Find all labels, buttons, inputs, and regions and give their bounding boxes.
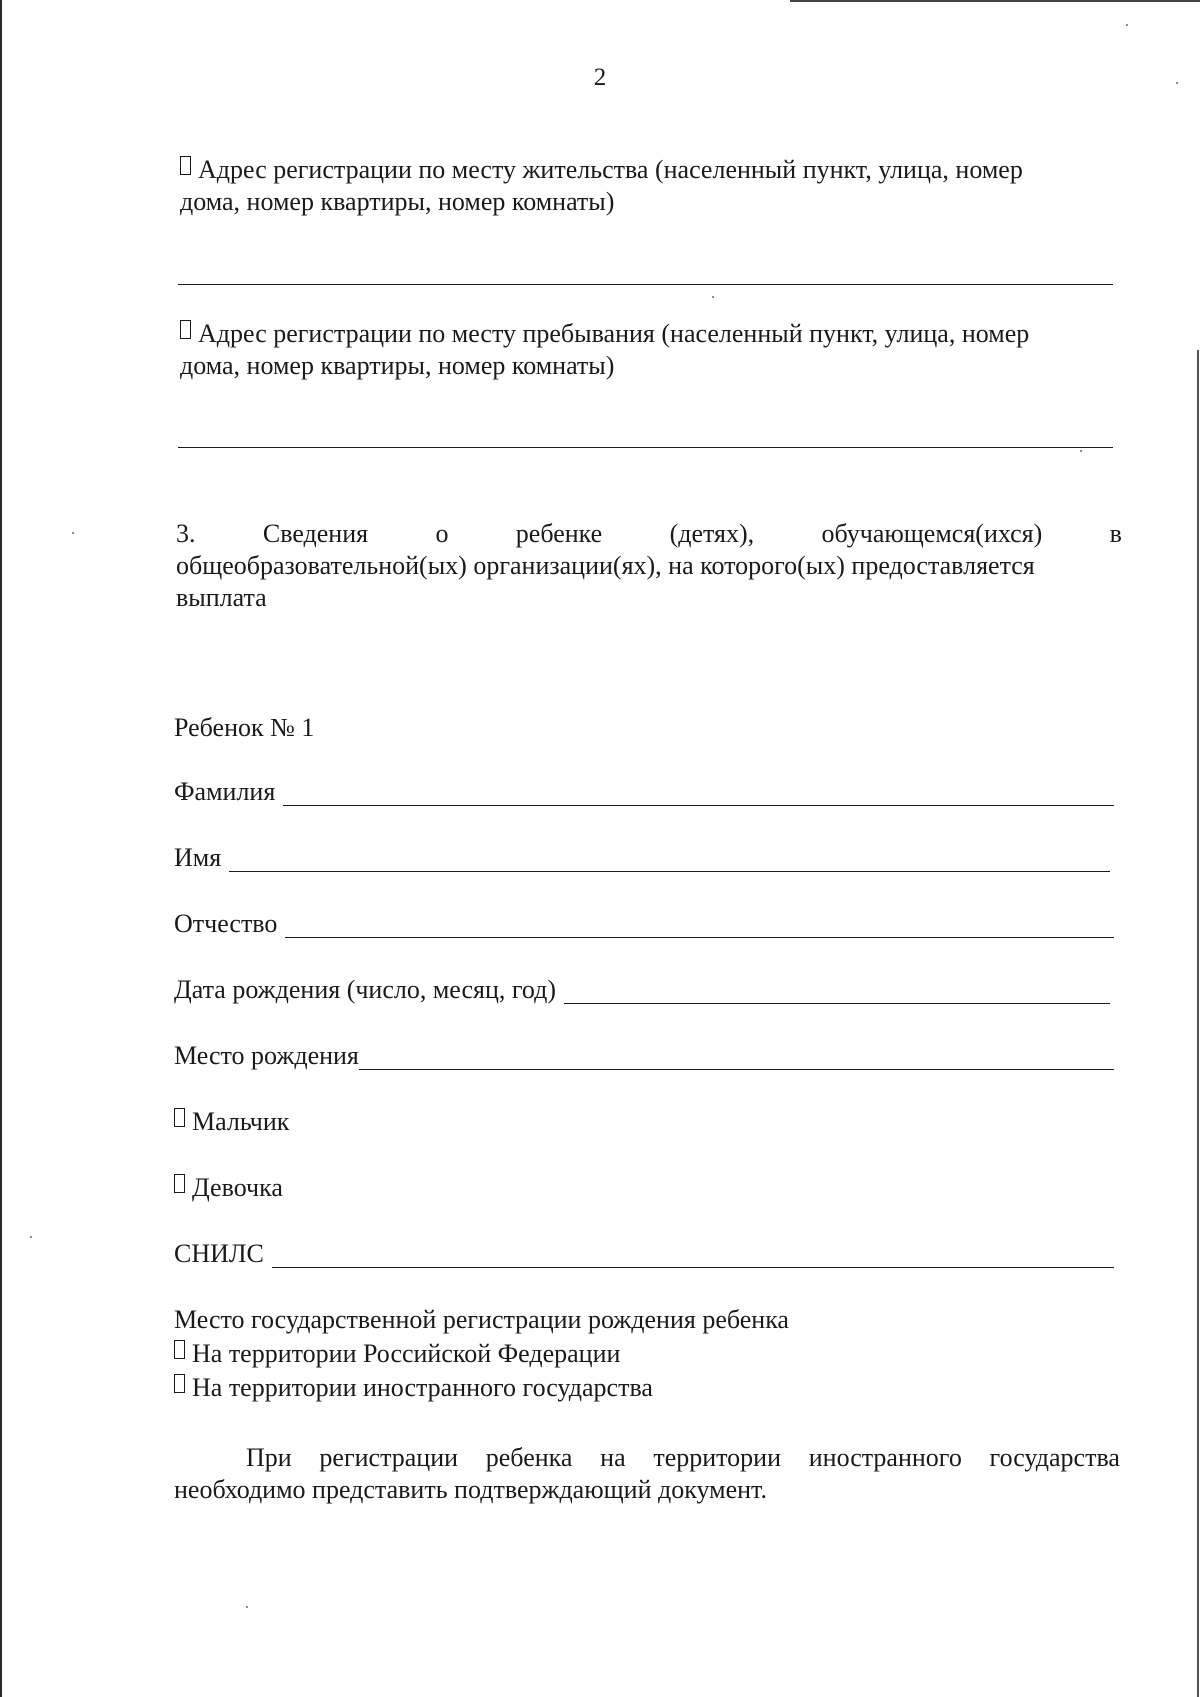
scan-speck [72, 532, 74, 534]
address-stay-checkbox[interactable] [180, 320, 191, 339]
section-3-word: в [1109, 519, 1122, 548]
scan-edge-right [1197, 350, 1199, 1697]
address-residence-input-line[interactable] [178, 284, 1113, 285]
section-3-heading [176, 518, 1122, 614]
gender-boy-checkbox[interactable] [174, 1108, 185, 1127]
note-word: иностранного [808, 1443, 962, 1472]
note-line1 [174, 1442, 1120, 1474]
birthdate-input-line[interactable] [564, 979, 1110, 1004]
gender-girl-label: Девочка [192, 1173, 283, 1202]
address-stay-input-line[interactable] [178, 447, 1113, 448]
address-residence-label-cont: дома, номер квартиры, номер комнаты) [180, 187, 615, 216]
birthdate-label: Дата рождения (число, месяц, год) [174, 975, 557, 1004]
registration-foreign-checkbox[interactable] [174, 1374, 185, 1393]
address-stay-label-cont: дома, номер квартиры, номер комнаты) [180, 351, 615, 380]
registration-rf-checkbox[interactable] [174, 1340, 185, 1359]
gender-girl-checkbox[interactable] [174, 1174, 185, 1193]
gender-boy-option [174, 1106, 289, 1138]
foreign-registration-note [174, 1442, 1120, 1506]
section-3-line3: выплата [176, 583, 267, 612]
registration-place-heading: Место государственной регистрации рождения ребенка [174, 1305, 789, 1334]
address-residence-checkbox[interactable] [180, 156, 191, 175]
section-3-word: о [435, 519, 449, 548]
section-3-word: обучающемся(ихся) [821, 519, 1043, 548]
birthdate-field [174, 974, 1110, 1006]
gender-girl-option [174, 1172, 283, 1204]
note-word: При [246, 1443, 292, 1472]
birthplace-input-line[interactable] [359, 1045, 1114, 1070]
address-residence-label: Адрес регистрации по месту жительства (населенный пункт, улица, номер [198, 155, 1023, 184]
registration-rf-option [174, 1338, 620, 1370]
page-number: 2 [593, 64, 607, 91]
note-word: государства [989, 1443, 1120, 1472]
address-stay-label: Адрес регистрации по месту пребывания (населенный пункт, улица, номер [198, 319, 1030, 348]
note-word: регистрации [319, 1443, 459, 1472]
child-heading: Ребенок № 1 [174, 713, 315, 742]
scan-speck [1080, 450, 1082, 452]
surname-field [174, 776, 1114, 808]
scan-edge-top [790, 0, 1200, 2]
scan-edge-left [0, 0, 2, 1697]
surname-label: Фамилия [174, 777, 276, 806]
scan-speck [30, 1236, 32, 1238]
note-word: ребенка [485, 1443, 573, 1472]
patronymic-field [174, 908, 1114, 940]
registration-foreign-option [174, 1372, 653, 1404]
birthplace-label: Место рождения [174, 1041, 359, 1070]
birthplace-field [174, 1040, 1114, 1072]
patronymic-label: Отчество [174, 909, 278, 938]
scan-speck [1126, 24, 1128, 26]
note-word: на [600, 1443, 626, 1472]
scan-speck [712, 296, 714, 298]
name-field [174, 842, 1110, 874]
section-3-line1 [176, 518, 1122, 550]
snils-label: СНИЛС [174, 1239, 264, 1268]
scan-speck [246, 1606, 248, 1608]
patronymic-input-line[interactable] [285, 913, 1114, 938]
name-label: Имя [174, 843, 222, 872]
note-word: территории [653, 1443, 782, 1472]
address-stay-line1 [180, 318, 1120, 350]
registration-rf-label: На территории Российской Федерации [192, 1339, 621, 1368]
snils-field [174, 1238, 1114, 1270]
surname-input-line[interactable] [283, 781, 1114, 806]
section-3-word: ребенке [515, 519, 603, 548]
name-input-line[interactable] [229, 847, 1110, 872]
gender-boy-label: Мальчик [192, 1107, 290, 1136]
address-stay-section [180, 318, 1120, 382]
address-residence-line1 [180, 154, 1120, 186]
registration-foreign-label: На территории иностранного государства [192, 1373, 653, 1402]
section-3-line2: общеобразовательной(ых) организации(ях), на которого(ых) предоставляется [176, 551, 1035, 580]
section-3-word: Сведения [262, 519, 369, 548]
address-residence-section [180, 154, 1120, 218]
note-line2: необходимо представить подтверждающий документ. [174, 1475, 767, 1504]
snils-input-line[interactable] [272, 1243, 1114, 1268]
section-3-word: (детях), [669, 519, 755, 548]
section-3-word: 3. [176, 519, 196, 548]
